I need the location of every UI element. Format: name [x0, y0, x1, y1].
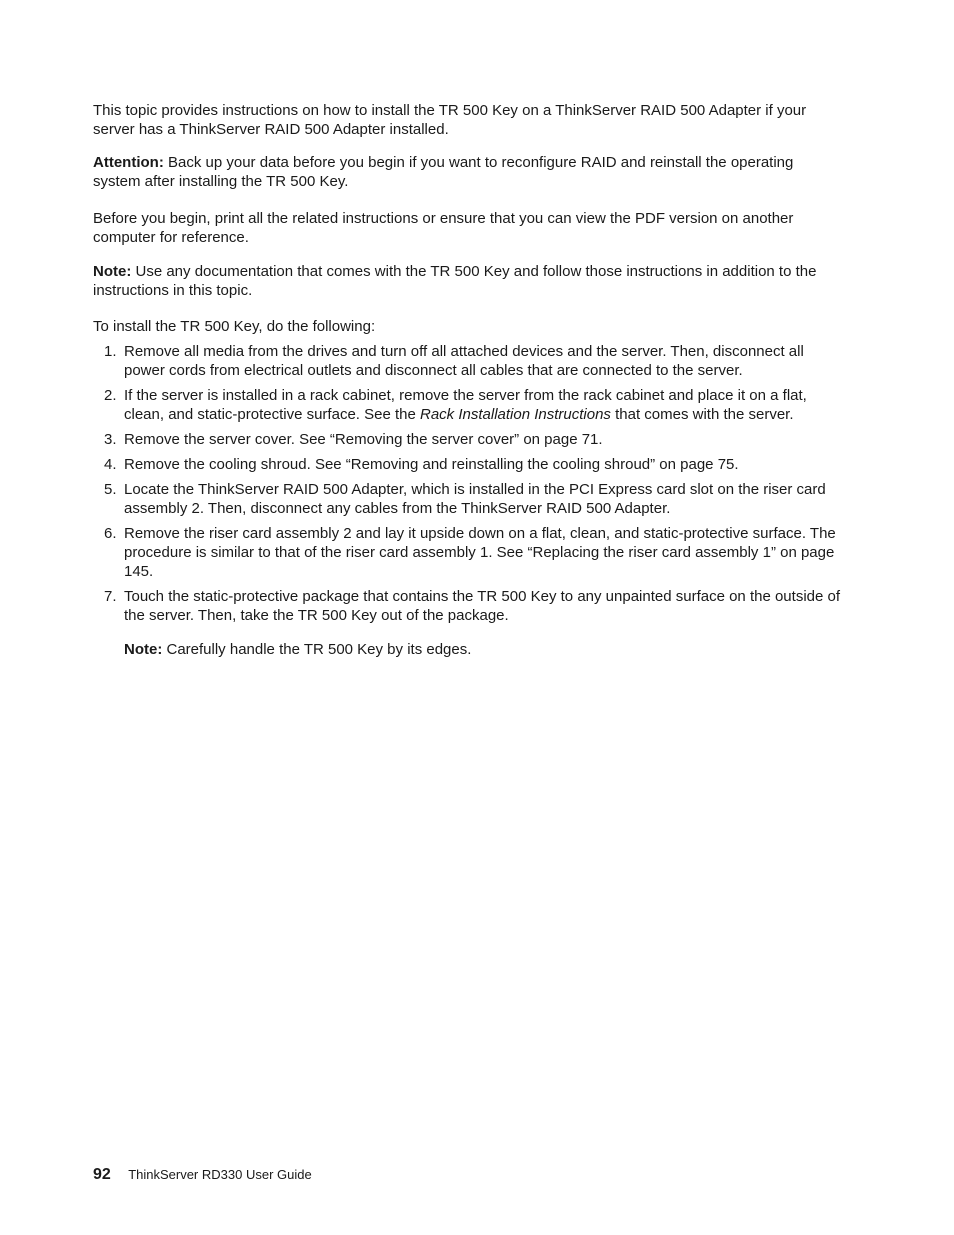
note-paragraph [93, 262, 845, 300]
document-reference: Rack Installation Instructions [420, 406, 611, 423]
step-text: Remove the cooling shroud. See “Removing and reinstalling the cooling shroud” on page 75. [124, 456, 739, 473]
step-text: Remove the riser card assembly 2 and lay it upside down on a flat, clean, and static-protective surface. The procedure is similar to that of the riser card assembly 1. See “Replacing the riser card assembly 1” on page 145. [124, 525, 836, 580]
list-item [93, 587, 845, 659]
step-number: 3. [104, 431, 117, 448]
step-number: 7. [104, 588, 117, 605]
attention-text: Back up your data before you begin if you want to reconfigure RAID and reinstall the operating system after installing the TR 500 Key. [93, 154, 794, 190]
attention-label: Attention: [93, 154, 164, 171]
procedure-steps [93, 342, 845, 659]
step-number: 2. [104, 387, 117, 404]
step-number: 5. [104, 481, 117, 498]
step-text-pre: If the server is installed in a rack cabinet, remove the server from the rack cabinet and place it on a flat, clean, and static-protective surface. See the [124, 387, 807, 423]
procedure-lead: To install the TR 500 Key, do the following: [93, 318, 376, 335]
note-label: Note: [93, 263, 132, 280]
step-note-label: Note: [124, 641, 163, 658]
page-footer [93, 1165, 312, 1185]
step-text: Locate the ThinkServer RAID 500 Adapter, which is installed in the PCI Express card slot on the riser card assembly 2. Then, disconnect any cables from the ThinkServer RAID 500 Adapter. [124, 481, 826, 517]
document-body [93, 101, 845, 665]
step-number: 4. [104, 456, 117, 473]
step-text-post: that comes with the server. [610, 406, 794, 423]
list-item [93, 455, 845, 474]
list-item [93, 342, 845, 380]
list-item [93, 386, 845, 424]
list-item [93, 430, 845, 449]
note-text: Use any documentation that comes with the TR 500 Key and follow those instructions in addition to the instructions in this topic. [93, 263, 817, 299]
step-text: Remove all media from the drives and turn off all attached devices and the server. Then, disconnect all power cords from electrical outlets and disconnect all cables that are connected to the server. [124, 343, 804, 379]
page-number: 92 [93, 1166, 111, 1183]
list-item [93, 524, 845, 581]
step-number: 6. [104, 525, 117, 542]
list-item [93, 480, 845, 518]
step-note [124, 640, 845, 659]
step-number: 1. [104, 343, 117, 360]
before-paragraph: Before you begin, print all the related instructions or ensure that you can view the PDF version on another computer for reference. [93, 210, 794, 246]
step-text: Touch the static-protective package that contains the TR 500 Key to any unpainted surface on the outside of the server. Then, take the TR 500 Key out of the package. [124, 588, 841, 624]
intro-paragraph: This topic provides instructions on how to install the TR 500 Key on a ThinkServer RAID 500 Adapter if your server has a ThinkServer RAID 500 Adapter installed. [93, 102, 807, 138]
step-note-text: Carefully handle the TR 500 Key by its edges. [166, 641, 472, 658]
attention-paragraph [93, 153, 845, 191]
document-title: ThinkServer RD330 User Guide [128, 1167, 312, 1182]
step-text: Remove the server cover. See “Removing the server cover” on page 71. [124, 431, 603, 448]
